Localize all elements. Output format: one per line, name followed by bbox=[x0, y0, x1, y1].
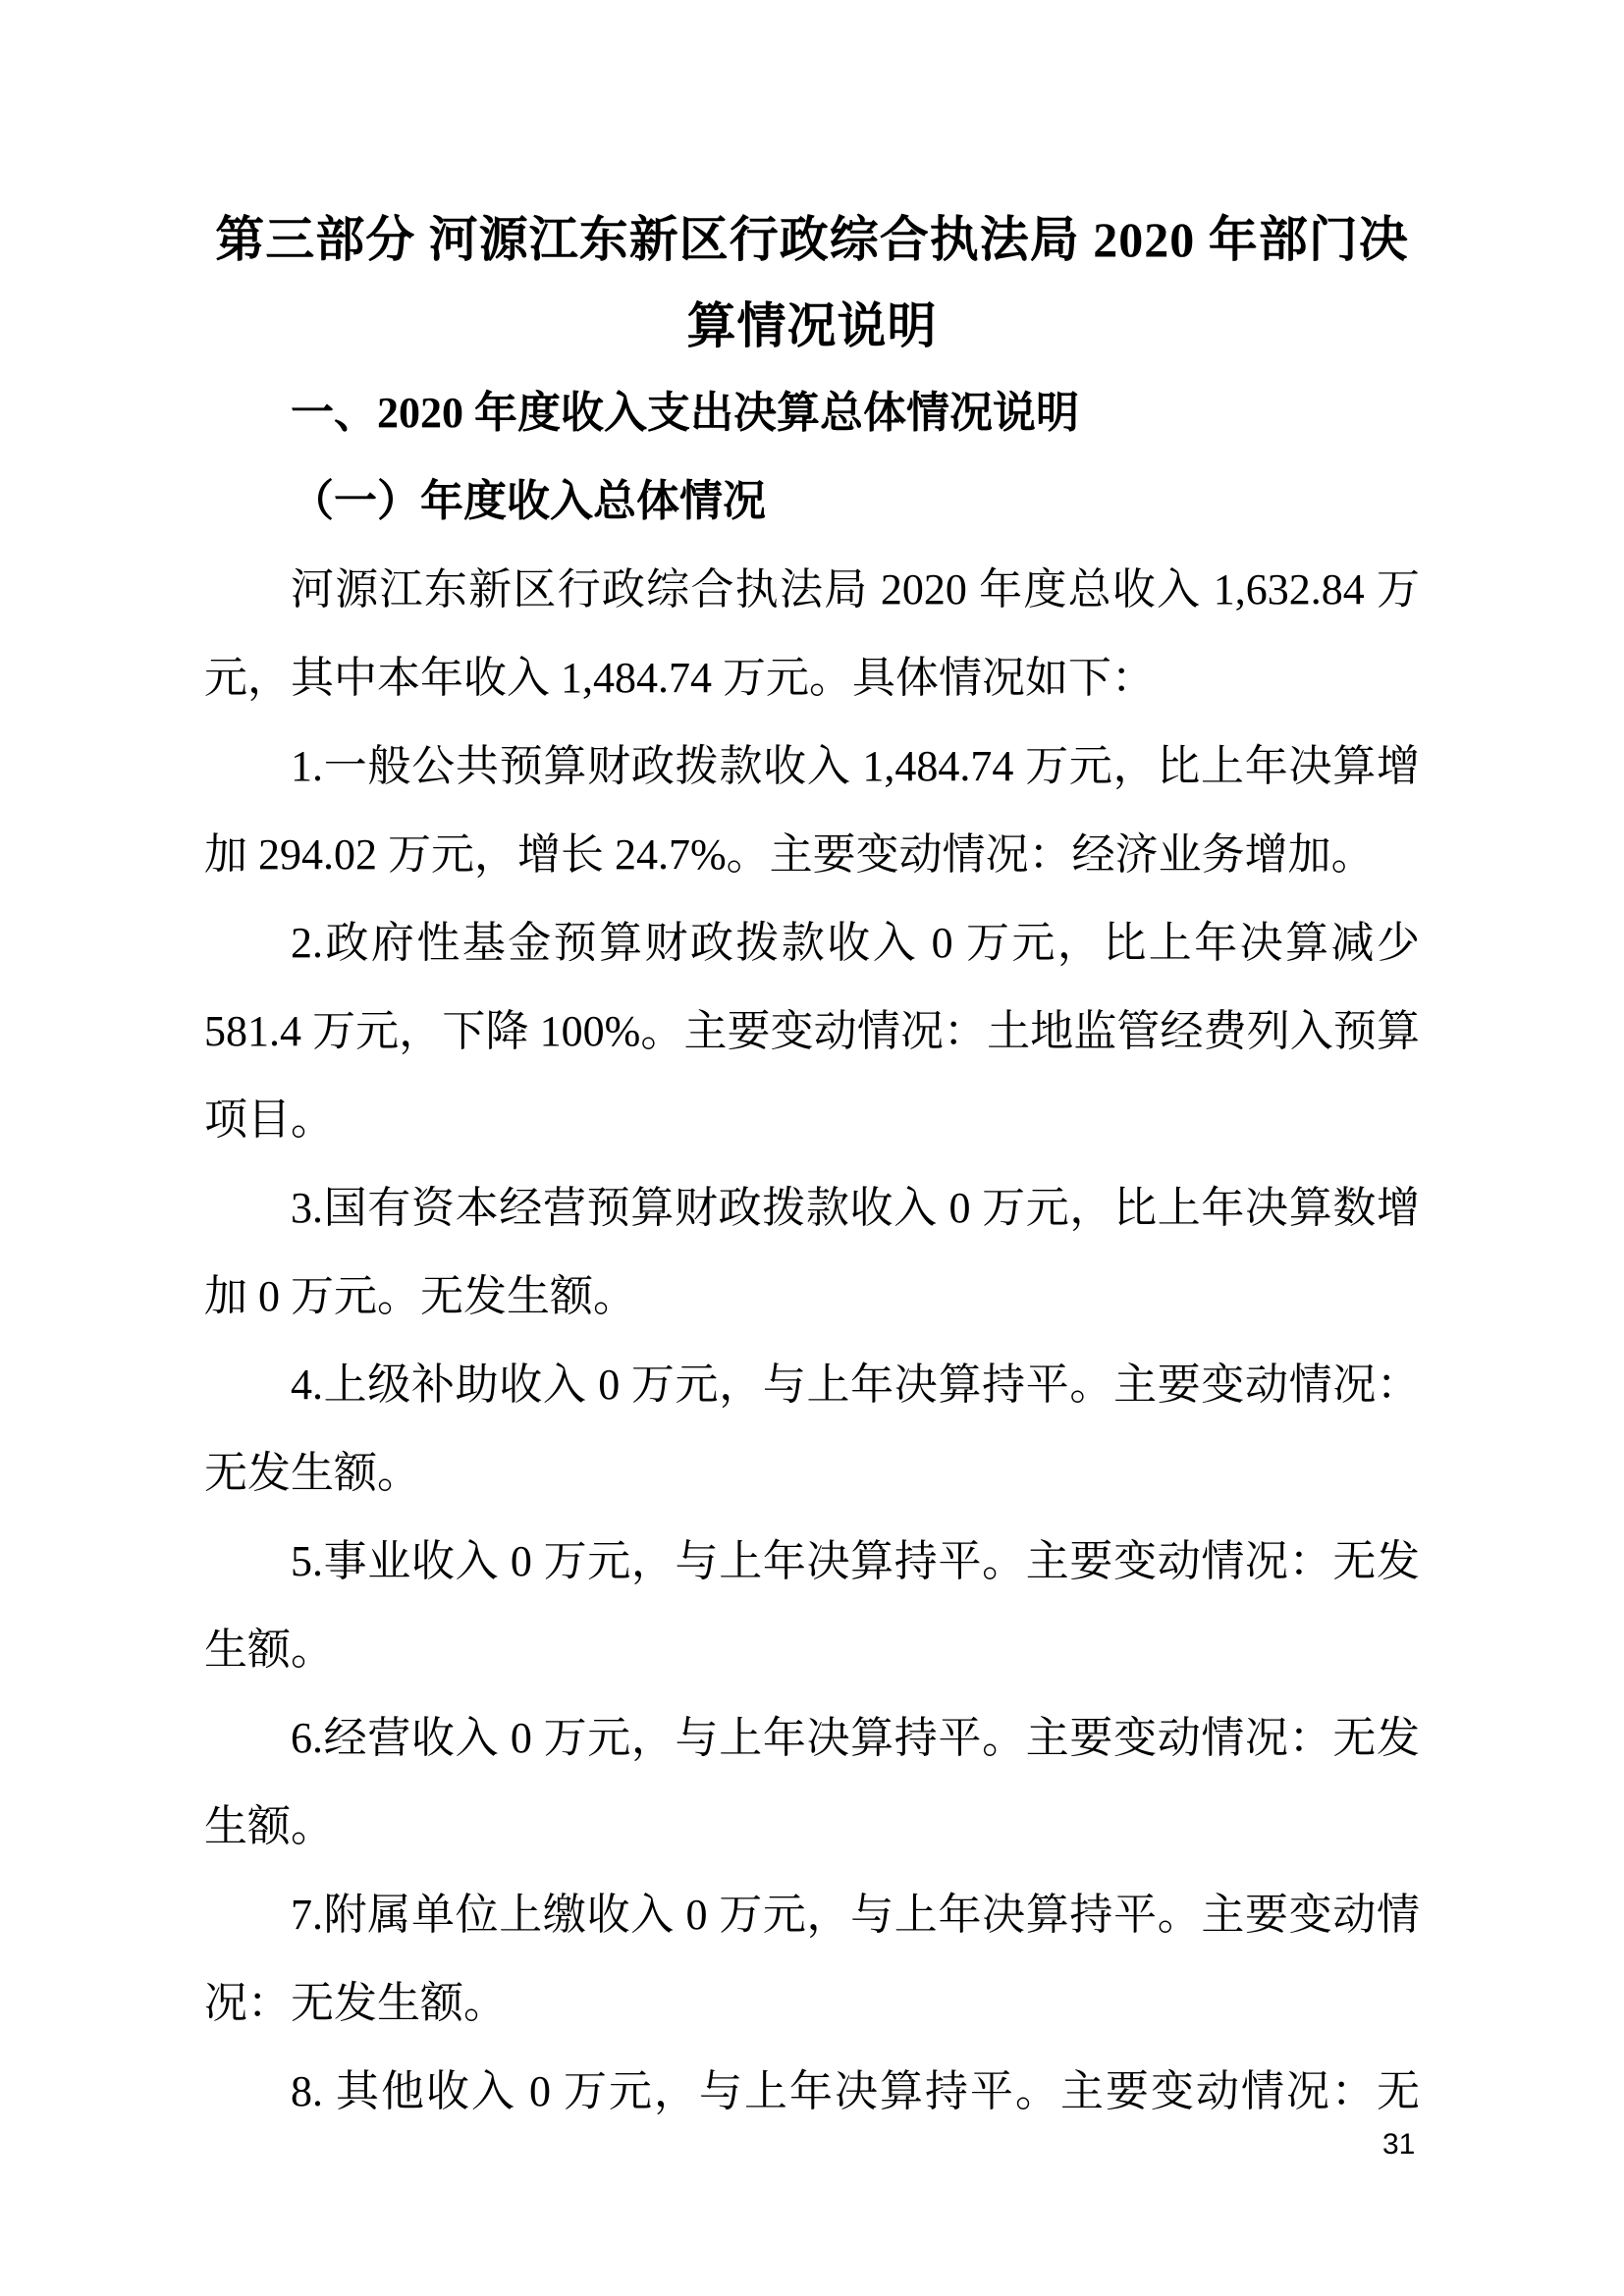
body-paragraph: 3.国有资本经营预算财政拨款收入 0 万元，比上年决算数增加 0 万元。无发生额。 bbox=[204, 1184, 1420, 1320]
document-title-line2: 算情况说明 bbox=[686, 298, 938, 353]
body-paragraph: 8. 其他收入 0 万元，与上年决算持平。主要变动情况：无 bbox=[291, 2067, 1420, 2115]
body-paragraph: 7.附属单位上缴收入 0 万元，与上年决算持平。主要变动情况：无发生额。 bbox=[204, 1891, 1420, 2027]
page-number: 31 bbox=[1382, 2128, 1416, 2161]
body-paragraph: 1.一般公共预算财政拨款收入 1,484.74 万元，比上年决算增加 294.02 万元，增长 24.7%。主要变动情况：经济业务增加。 bbox=[204, 742, 1420, 879]
subsection-heading: （一）年度收入总体情况 bbox=[291, 477, 766, 525]
body-paragraph: 4.上级补助收入 0 万元，与上年决算持平。主要变动情况：无发生额。 bbox=[204, 1361, 1420, 1497]
section-heading: 一、2020 年度收入支出决算总体情况说明 bbox=[291, 389, 1079, 437]
document-title bbox=[204, 196, 1420, 369]
document-title-line1: 第三部分 河源江东新区行政综合执法局 2020 年部门决 bbox=[215, 212, 1409, 267]
body-paragraph: 河源江东新区行政综合执法局 2020 年度总收入 1,632.84 万元，其中本年收入 1,484.74 万元。具体情况如下： bbox=[204, 565, 1420, 702]
body-paragraph: 5.事业收入 0 万元，与上年决算持平。主要变动情况：无发生额。 bbox=[204, 1537, 1420, 1674]
body-paragraph: 2.政府性基金预算财政拨款收入 0 万元，比上年决算减少 581.4 万元，下降 100%。主要变动情况：土地监管经费列入预算项目。 bbox=[204, 919, 1420, 1144]
body-paragraph: 6.经营收入 0 万元，与上年决算持平。主要变动情况：无发生额。 bbox=[204, 1714, 1420, 1850]
